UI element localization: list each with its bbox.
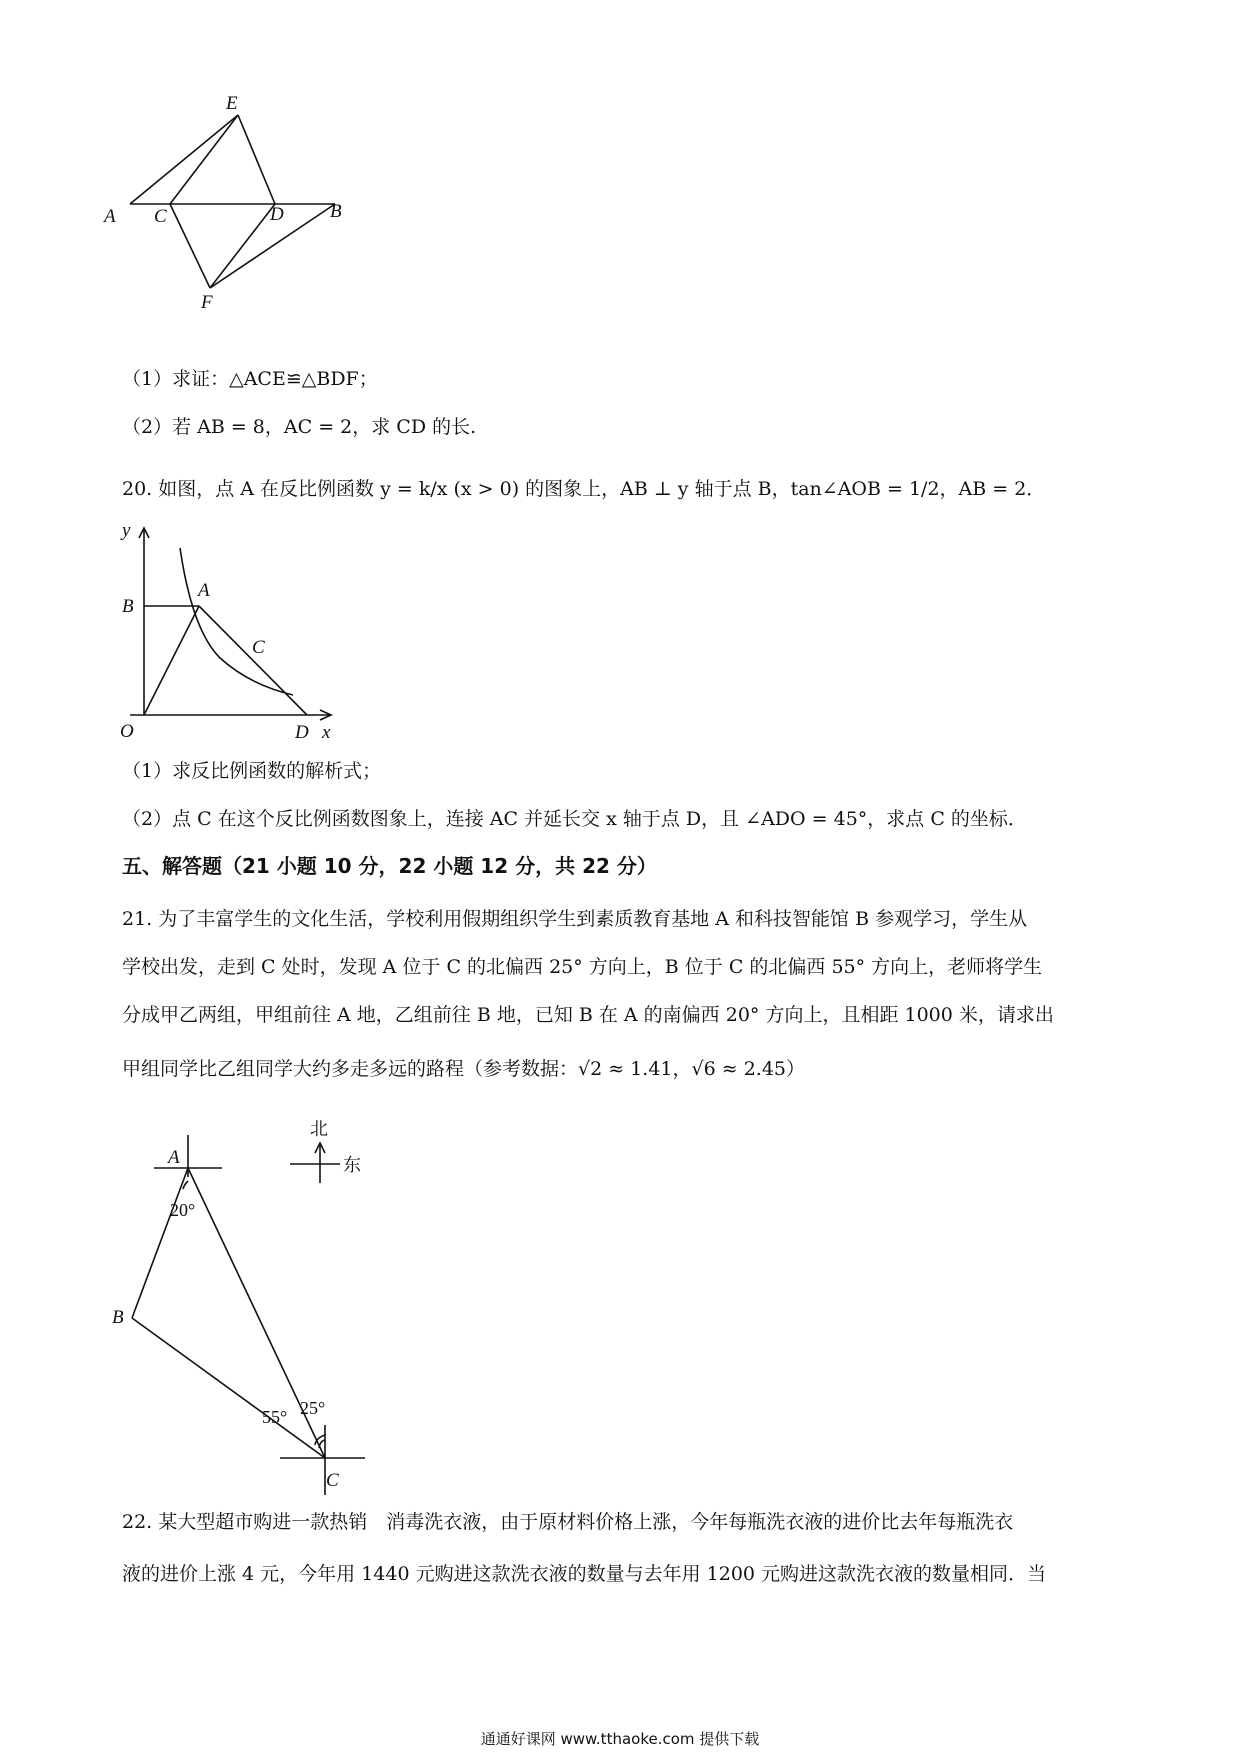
label-E: E	[226, 93, 238, 114]
q22-line2: 液的进价上涨 4 元，今年用 1440 元购进这款洗衣液的数量与去年用 1200 元购进这款洗衣液的数量相同．当	[122, 1563, 1047, 1585]
q20-part1: （1）求反比例函数的解析式；	[122, 760, 382, 782]
q20-stem: 20. 如图，点 A 在反比例函数 y = k/x (x > 0) 的图象上，AB ⊥ y 轴于点 B，tan∠AOB = 1/2，AB = 2．	[122, 478, 1046, 500]
figure-q19	[100, 95, 400, 345]
q19-part1: （1）求证：△ACE≌△BDF；	[122, 368, 378, 390]
q21-line3: 分成甲乙两组，甲组前往 A 地，乙组前往 B 地，已知 B 在 A 的南偏西 20° 方向上，且相距 1000 米，请求出	[122, 1004, 1054, 1026]
label-C: C	[252, 637, 265, 658]
label-D: D	[295, 722, 309, 743]
label-y: y	[122, 520, 131, 541]
q19-part2: （2）若 AB = 8，AC = 2，求 CD 的长.	[122, 416, 477, 438]
label-B: B	[122, 596, 134, 617]
q21-line2: 学校出发，走到 C 处时，发现 A 位于 C 的北偏西 25° 方向上，B 位于 C 的北偏西 55° 方向上，老师将学生	[122, 956, 1043, 978]
label-A: A	[104, 206, 116, 227]
label-D: D	[270, 204, 284, 225]
figure-q20	[110, 520, 350, 743]
label-O: O	[120, 721, 134, 742]
angle-25: 25°	[300, 1398, 326, 1418]
figure-q21	[110, 1105, 410, 1495]
label-north: 北	[310, 1119, 328, 1139]
angle-20: 20°	[170, 1200, 196, 1220]
label-east: 东	[343, 1155, 361, 1175]
label-x: x	[322, 722, 331, 743]
angle-55: 55°	[262, 1407, 288, 1427]
label-C: C	[154, 206, 167, 227]
q21-line1: 21. 为了丰富学生的文化生活，学校利用假期组织学生到素质教育基地 A 和科技智能馆 B 参观学习，学生从	[122, 908, 1028, 930]
section-heading: 五、解答题（21 小题 10 分，22 小题 12 分，共 22 分）	[122, 854, 657, 878]
label-A: A	[168, 1147, 180, 1168]
label-B: B	[330, 201, 342, 222]
q22-line1: 22. 某大型超市购进一款热销 消毒洗衣液，由于原材料价格上涨，今年每瓶洗衣液的进价比去年每瓶洗衣	[122, 1511, 1014, 1533]
q20-part2: （2）点 C 在这个反比例函数图象上，连接 AC 并延长交 x 轴于点 D，且 ∠ADO = 45°，求点 C 的坐标．	[122, 808, 1027, 830]
label-A: A	[198, 580, 210, 601]
label-F: F	[201, 292, 213, 313]
page-footer: 通通好课网 www.tthaoke.com 提供下载	[480, 1730, 760, 1748]
label-B: B	[112, 1307, 124, 1328]
label-C: C	[326, 1470, 339, 1491]
q21-line4: 甲组同学比乙组同学大约多走多远的路程（参考数据：√2 ≈ 1.41，√6 ≈ 2.45）	[122, 1058, 805, 1080]
